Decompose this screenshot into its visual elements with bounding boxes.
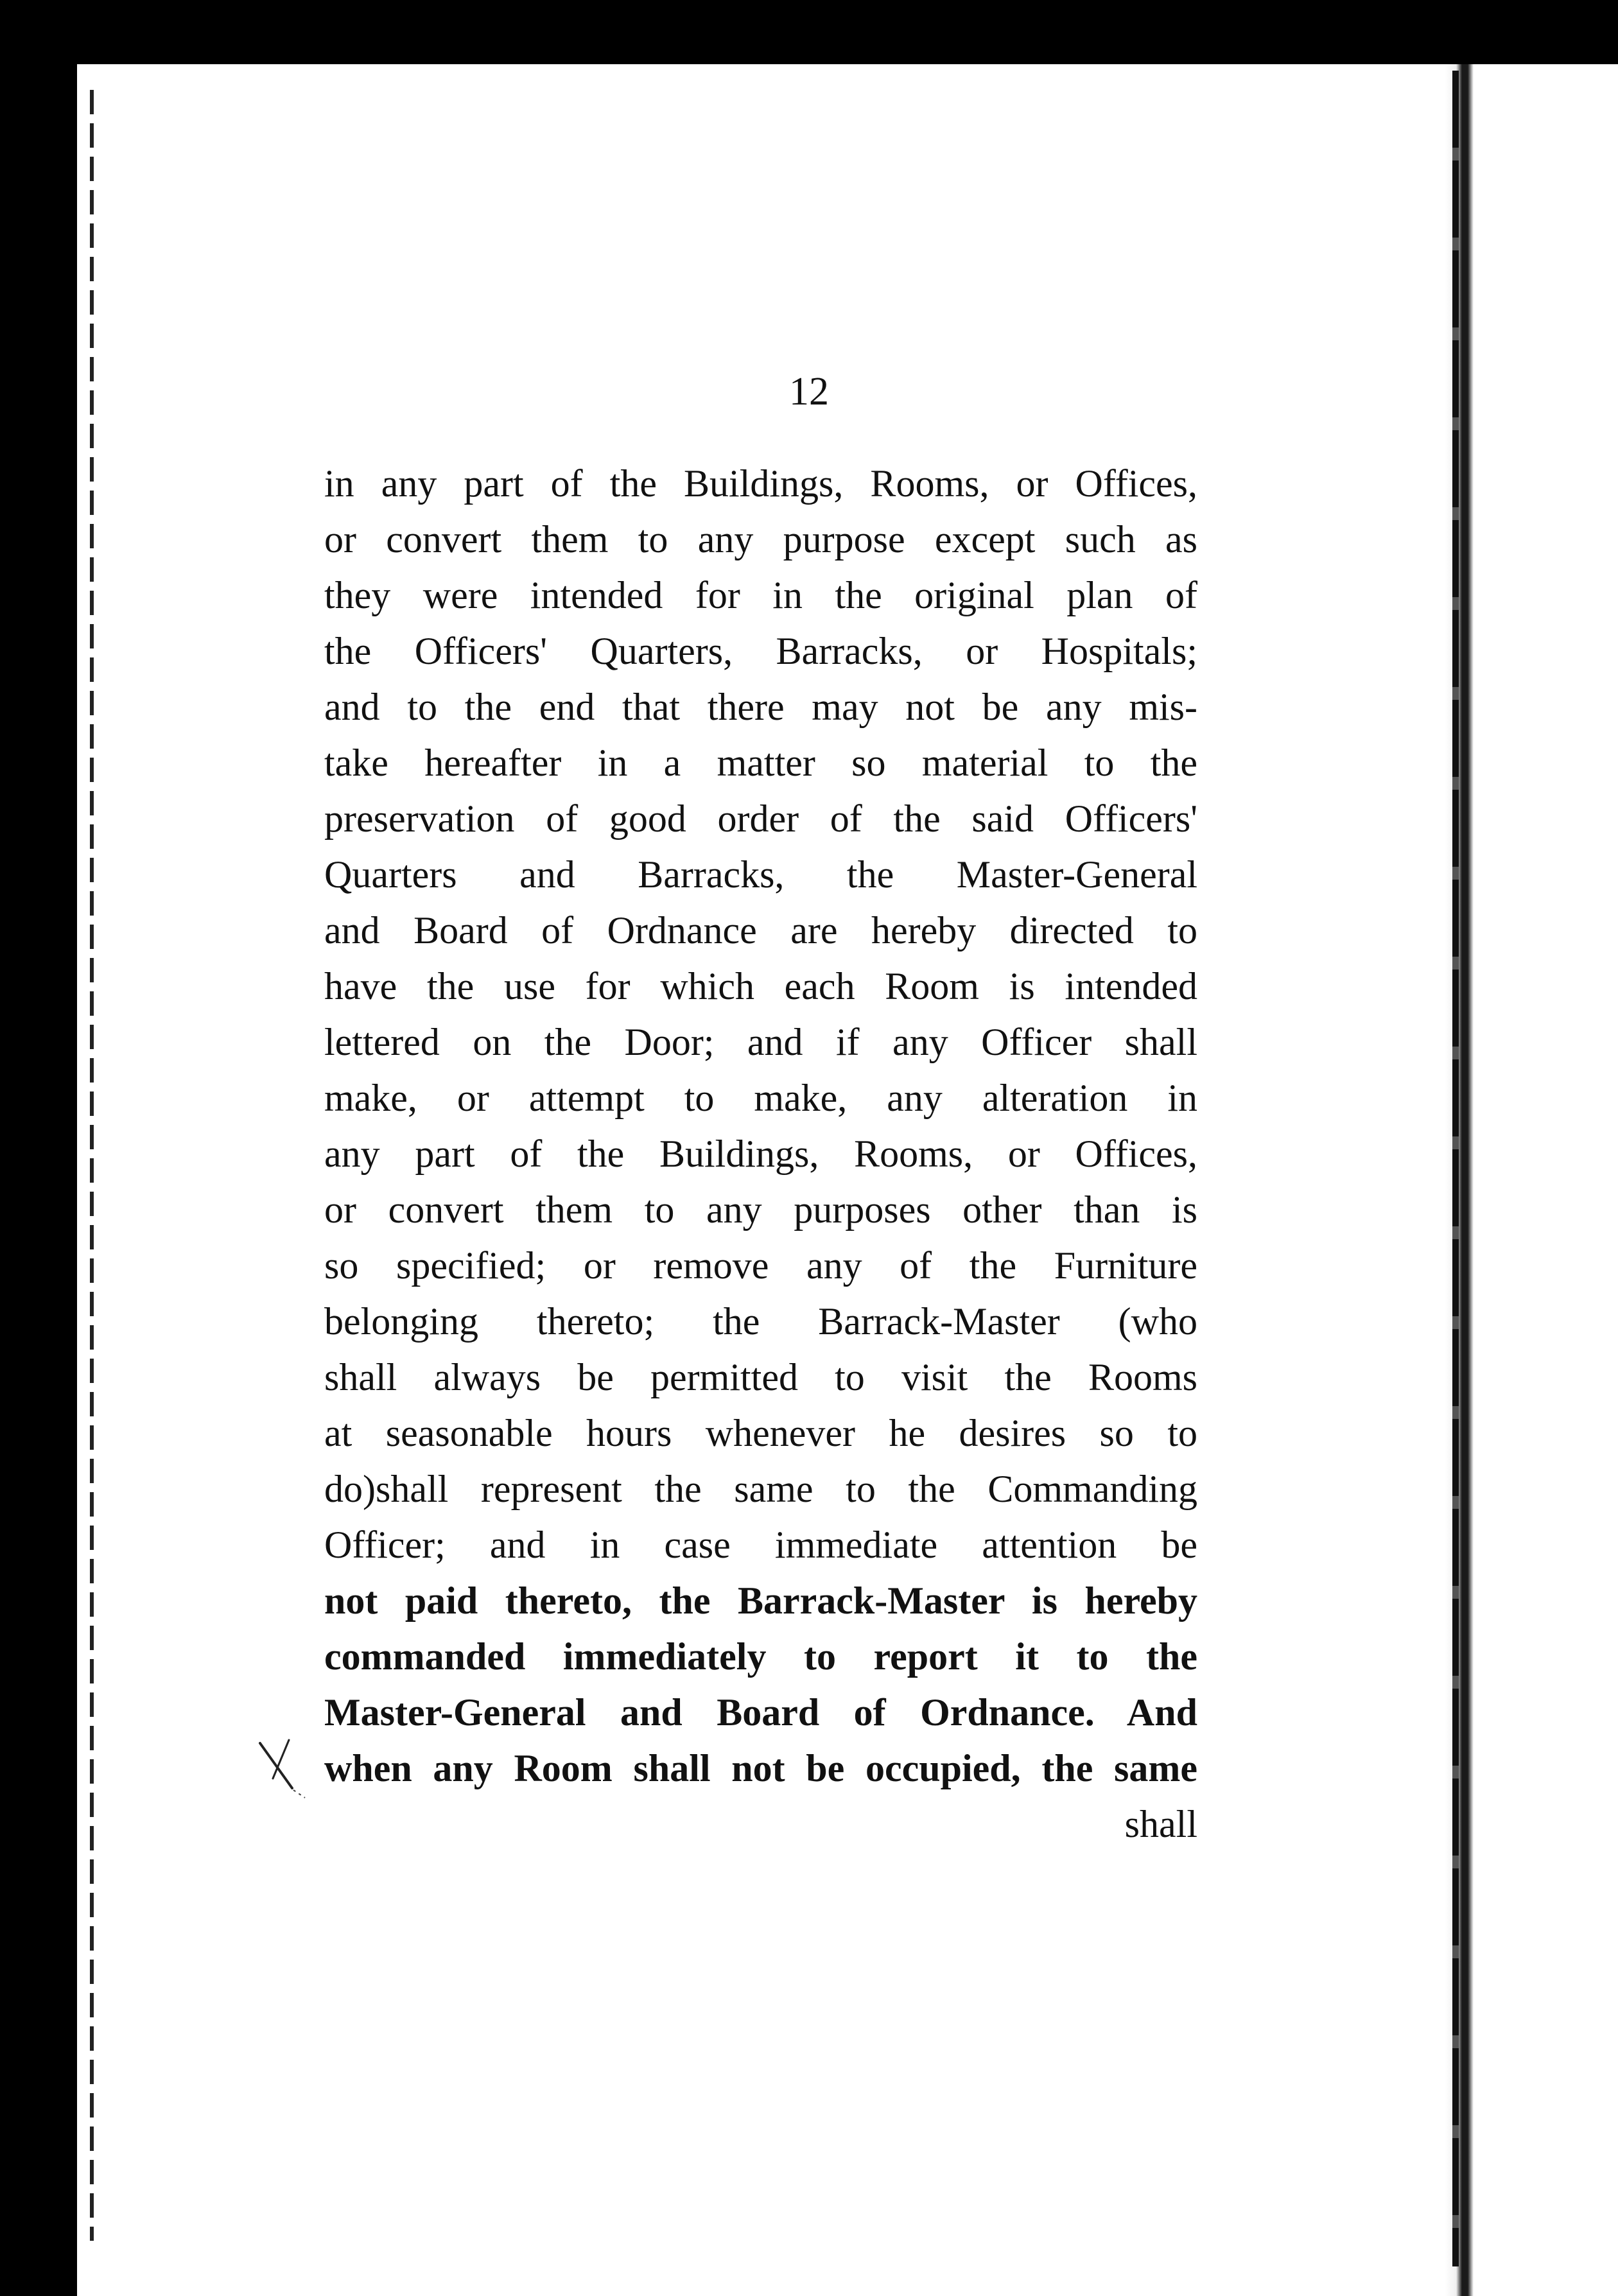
text-line: shall always be permitted to visit the Rooms [324,1356,1197,1398]
text-line: do)shall represent the same to the Commanding [324,1468,1197,1510]
text-line: the Officers' Quarters, Barracks, or Hospitals; [324,630,1197,672]
text-line: Master-General and Board of Ordnance. And [324,1691,1197,1734]
text-line: or convert them to any purpose except such as [324,518,1197,561]
text-line: any part of the Buildings, Rooms, or Offices, [324,1133,1197,1175]
handwritten-x-mark-icon [254,1734,311,1804]
text-line: Officer; and in case immediate attention be [324,1524,1197,1566]
text-line: when any Room shall not be occupied, the same [324,1747,1197,1789]
text-line: and to the end that there may not be any mis- [324,686,1197,728]
text-line: in any part of the Buildings, Rooms, or Offices, [324,462,1197,505]
text-line: so specified; or remove any of the Furniture [324,1244,1197,1287]
text-line: and Board of Ordnance are hereby directed to [324,909,1197,952]
catchword: shall [1124,1803,1197,1845]
text-line: at seasonable hours whenever he desires so to [324,1412,1197,1454]
text-line: belonging thereto; the Barrack-Master (who [324,1300,1197,1343]
text-line: take hereafter in a matter so material to the [324,742,1197,784]
text-line: lettered on the Door; and if any Officer shall [324,1021,1197,1063]
text-line: they were intended for in the original plan of [324,574,1197,616]
text-line: Quarters and Barracks, the Master-General [324,853,1197,896]
text-line: preservation of good order of the said Officers' [324,797,1197,840]
text-line: have the use for which each Room is intended [324,965,1197,1007]
text-line: commanded immediately to report it to the [324,1635,1197,1678]
body-text [324,456,1197,1852]
text-line: make, or attempt to make, any alteration in [324,1077,1197,1119]
text-line: not paid thereto, the Barrack-Master is hereby [324,1579,1197,1622]
page-number: 12 [789,370,829,413]
text-line: or convert them to any purposes other than is [324,1188,1197,1231]
